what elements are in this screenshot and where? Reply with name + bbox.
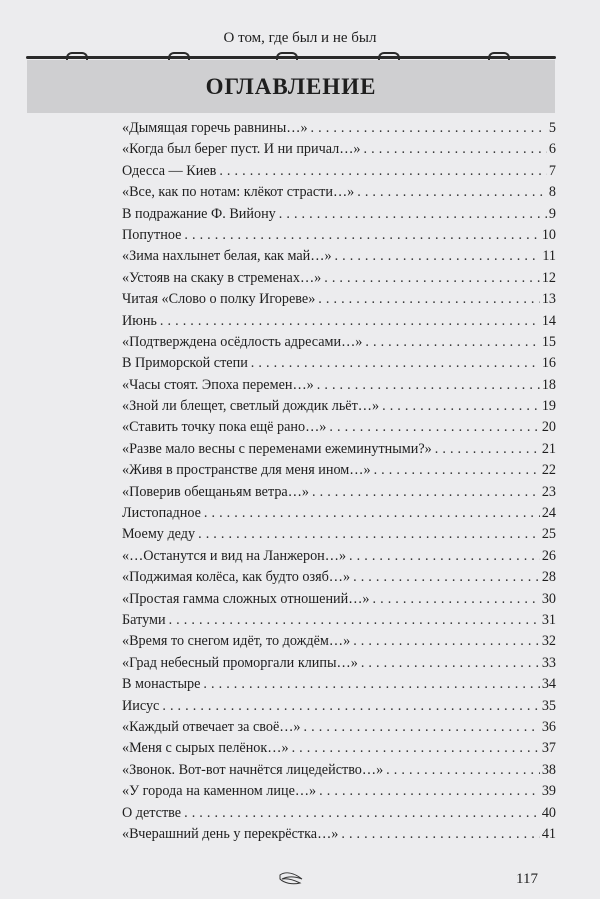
toc-entry-page: 7 — [548, 162, 556, 179]
page-title: ОГЛАВЛЕНИЕ — [205, 74, 377, 99]
toc-entry-page: 34 — [541, 676, 556, 693]
toc-entry — [122, 824, 556, 845]
ornament-knot-icon — [378, 52, 400, 60]
toc-entry — [122, 738, 556, 759]
ornament-knot-icon — [168, 52, 190, 60]
leader-dots — [304, 717, 540, 738]
toc-entry — [122, 161, 556, 182]
toc-entry-title: «Ставить точку пока ещё рано…» — [122, 419, 327, 436]
toc-entry — [122, 353, 556, 374]
running-head: О том, где был и не был — [223, 30, 377, 46]
leader-dots — [365, 332, 539, 353]
toc-entry-page: 8 — [548, 184, 556, 201]
toc-entry-title: «У города на каменном лице…» — [122, 783, 317, 800]
leader-dots — [435, 439, 540, 460]
toc-entry — [122, 204, 556, 225]
flourish-icon — [278, 871, 304, 887]
leader-dots — [219, 161, 547, 182]
leader-dots — [198, 524, 540, 545]
toc-entry-title: В Приморской степи — [122, 355, 248, 372]
leader-dots — [386, 760, 540, 781]
toc-entry-page: 38 — [541, 761, 556, 778]
leader-dots — [311, 118, 547, 139]
toc-entry-page: 36 — [541, 718, 556, 735]
toc-entry — [122, 225, 556, 246]
toc-entry-title: «Зима нахлынет белая, как май…» — [122, 248, 332, 265]
leader-dots — [318, 289, 540, 310]
toc-entry — [122, 311, 556, 332]
toc-entry — [122, 717, 556, 738]
toc-entry-page: 20 — [541, 419, 556, 436]
ornament-knot-icon — [488, 52, 510, 60]
toc-entry-title: «Простая гамма сложных отношений…» — [122, 590, 370, 607]
toc-entry — [122, 439, 556, 460]
toc-entry-title: Июнь — [122, 312, 157, 329]
toc-entry-title: В подражание Ф. Вийону — [122, 205, 276, 222]
leader-dots — [364, 139, 547, 160]
toc-entry-page: 32 — [541, 633, 556, 650]
toc-entry-page: 41 — [541, 825, 556, 842]
toc-entry-page: 26 — [541, 547, 556, 564]
toc-entry-page: 40 — [541, 804, 556, 821]
toc-entry — [122, 760, 556, 781]
toc-entry-title: «Время то снегом идёт, то дождём…» — [122, 633, 351, 650]
leader-dots — [184, 225, 539, 246]
toc-entry-page: 30 — [541, 590, 556, 607]
toc-entry-title: «Вчерашний день у перекрёстка…» — [122, 825, 339, 842]
toc-entry-title: «Звонок. Вот-вот начнётся лицедейство…» — [122, 761, 384, 778]
leader-dots — [382, 396, 540, 417]
leader-dots — [160, 311, 540, 332]
leader-dots — [324, 268, 540, 289]
leader-dots — [374, 460, 540, 481]
toc-entry-page: 11 — [542, 248, 556, 265]
toc-entry-title: «…Останутся и вид на Ланжерон…» — [122, 547, 347, 564]
toc-entry-title: О детстве — [122, 804, 182, 821]
leader-dots — [279, 204, 547, 225]
toc-entry — [122, 182, 556, 203]
toc-entry-page: 31 — [541, 611, 556, 628]
ornament-knot-icon — [66, 52, 88, 60]
toc-entry — [122, 118, 556, 139]
leader-dots — [317, 375, 540, 396]
toc-entry — [122, 332, 556, 353]
toc-entry-page: 25 — [541, 526, 556, 543]
toc-entry-title: «Разве мало весны с переменами ежеминутными?» — [122, 440, 432, 457]
toc-entry — [122, 674, 556, 695]
toc-entry — [122, 546, 556, 567]
toc-entry — [122, 803, 556, 824]
toc-entry — [122, 396, 556, 417]
toc-entry-title: «Дымящая горечь равнины…» — [122, 120, 308, 136]
toc-entry-page: 12 — [541, 269, 556, 286]
toc-entry-page: 22 — [541, 462, 556, 479]
leader-dots — [357, 182, 547, 203]
toc-entry-page: 18 — [541, 376, 556, 393]
table-of-contents — [122, 118, 556, 845]
toc-entry — [122, 567, 556, 588]
toc-entry — [122, 482, 556, 503]
leader-dots — [251, 353, 540, 374]
page-number: 117 — [516, 871, 538, 887]
leader-dots — [204, 503, 540, 524]
toc-entry — [122, 417, 556, 438]
toc-entry-page: 16 — [541, 355, 556, 372]
toc-entry — [122, 696, 556, 717]
toc-entry-page: 33 — [541, 654, 556, 671]
toc-entry — [122, 589, 556, 610]
ornament-knot-icon — [276, 52, 298, 60]
toc-entry-title: Одесса — Киев — [122, 162, 217, 179]
toc-entry-title: Попутное — [122, 226, 182, 243]
toc-entry-title: В монастыре — [122, 676, 201, 693]
toc-entry — [122, 524, 556, 545]
toc-entry-page: 15 — [541, 333, 556, 350]
toc-entry-page: 10 — [541, 226, 556, 243]
toc-entry — [122, 460, 556, 481]
leader-dots — [349, 546, 540, 567]
toc-entry — [122, 610, 556, 631]
toc-entry-page: 5 — [548, 120, 556, 136]
toc-entry — [122, 268, 556, 289]
leader-dots — [162, 696, 539, 717]
leader-dots — [319, 781, 540, 802]
toc-entry-title: «Когда был берег пуст. И ни причал…» — [122, 141, 361, 158]
toc-entry — [122, 375, 556, 396]
toc-entry-page: 37 — [541, 740, 556, 757]
toc-entry-page: 13 — [541, 291, 556, 308]
leader-dots — [292, 738, 540, 759]
leader-dots — [335, 246, 541, 267]
leader-dots — [341, 824, 539, 845]
toc-entry-title: «Все, как по нотам: клёкот страсти…» — [122, 184, 355, 201]
toc-entry-page: 14 — [541, 312, 556, 329]
toc-entry-page: 21 — [541, 440, 556, 457]
toc-entry — [122, 139, 556, 160]
toc-entry — [122, 653, 556, 674]
leader-dots — [312, 482, 540, 503]
toc-entry — [122, 781, 556, 802]
toc-entry-title: «Меня с сырых пелёнок…» — [122, 740, 289, 757]
toc-entry-title: «Устояв на скаку в стременах…» — [122, 269, 322, 286]
toc-entry — [122, 246, 556, 267]
leader-dots — [361, 653, 540, 674]
toc-entry-title: Читая «Слово о полку Игореве» — [122, 291, 316, 308]
toc-entry-page: 35 — [541, 697, 556, 714]
leader-dots — [329, 417, 539, 438]
toc-entry-title: «Поджимая колёса, как будто озяб…» — [122, 569, 351, 586]
toc-entry-page: 19 — [541, 398, 556, 415]
leader-dots — [203, 674, 539, 695]
toc-entry — [122, 503, 556, 524]
toc-entry-title: «Зной ли блещет, светлый дождик льёт…» — [122, 398, 380, 415]
leader-dots — [169, 610, 540, 631]
toc-entry — [122, 289, 556, 310]
toc-entry-title: Иисус — [122, 697, 160, 714]
toc-entry-title: Листопадное — [122, 505, 201, 522]
toc-entry-page: 23 — [541, 483, 556, 500]
leader-dots — [353, 631, 540, 652]
toc-entry-title: Батуми — [122, 611, 166, 628]
leader-dots — [373, 589, 540, 610]
toc-entry-title: «Живя в пространстве для меня ином…» — [122, 462, 371, 479]
toc-entry-page: 24 — [541, 505, 556, 522]
toc-entry-page: 9 — [548, 205, 556, 222]
toc-entry-page: 39 — [541, 783, 556, 800]
toc-entry-title: «Поверив обещаньям ветра…» — [122, 483, 309, 500]
toc-entry — [122, 631, 556, 652]
toc-entry-title: «Каждый отвечает за своё…» — [122, 718, 301, 735]
toc-entry-page: 28 — [541, 569, 556, 586]
leader-dots — [184, 803, 540, 824]
leader-dots — [353, 567, 540, 588]
toc-entry-page: 6 — [548, 141, 556, 158]
toc-entry-title: Моему деду — [122, 526, 196, 543]
toc-entry-title: «Град небесный проморгали клипы…» — [122, 654, 358, 671]
toc-entry-title: «Подтверждена осёдлость адресами…» — [122, 333, 363, 350]
toc-entry-title: «Часы стоят. Эпоха перемен…» — [122, 376, 314, 393]
